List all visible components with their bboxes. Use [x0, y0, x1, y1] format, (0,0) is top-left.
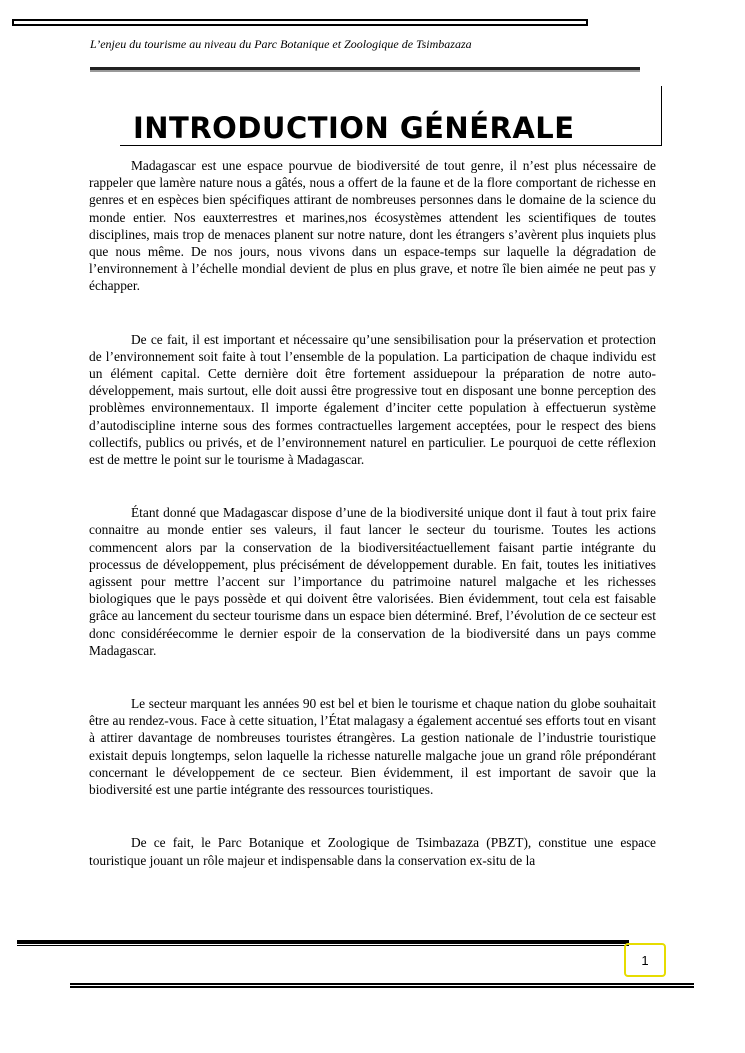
paragraph-4: Le secteur marquant les années 90 est bel et bien le tourisme et chaque nation du globe souhaitait être au rendez-vous. Face à cette situation, l’État malagasy a également accentué ses efforts tout en visant à attirer davantage de nombreuses touristes étrangères. La gestion nationale de l’industrie touristique existait depuis longtemps, selon laquelle la richesse naturelle malgache joue un grand rôle prépondérant concernant le développement de ce secteur. Bien évidemment, il est important de savoir que la biodiversité est une partie intégrante des ressources touristiques.: [89, 696, 656, 798]
paragraph-3: Étant donné que Madagascar dispose d’une de la biodiversité unique dont il faut à tout prix faire connaitre au monde entier ses valeurs, il faut lancer le secteur du tourisme. Toutes les actions commencent alors par la conservation de la biodiversitéactuellement faisant partie intégrante du processus de développement, plus précisément de développement durable. En fait, toutes les initiatives agissent pour mettre l’accent sur l’importance du patrimoine naturel malgache et les richesses biologiques que le pays possède et qui doivent être valorisées. Bien évidemment, tout cela est faisable grâce au lancement du secteur tourisme dans un espace bien déterminé. Bref, l’évolution de ce secteur est donc considéréecomme le dernier espoir de la conservation de la biodiversité dans un pays comme Madagascar.: [89, 505, 656, 658]
body-text: [89, 157, 656, 905]
footer-rule-bottom: [70, 983, 694, 988]
paragraph-1: Madagascar est une espace pourvue de biodiversité de tout genre, il n’est plus nécessaire de rappeler que lamère nature nous a gâtés, nous a offert de la faune et de la flore comportant de richesse en genres et en espèces bien spécifiques attirant de nombreuses personnes dans le domaine de la science du monde entier. Nos eauxterrestres et marines,nos écosystèmes attendent les scientifiques de toutes disciplines, mais trop de menaces planent sur notre nature, dont les étrangers s’avèrent plus inquiets plus que nous même. De nos jours, nous vivons dans un espace-temps sur laquelle la dégradation de l’environnement à l’échelle mondial devient de plus en plus grave, et notre île bien aimée ne peut pas y échapper.: [89, 158, 656, 294]
running-header: L’enjeu du tourisme au niveau du Parc Botanique et Zoologique de Tsimbazaza: [90, 37, 472, 51]
page-title: INTRODUCTION GÉNÉRALE: [133, 111, 575, 145]
paragraph-5: De ce fait, le Parc Botanique et Zoologique de Tsimbazaza (PBZT), constitue une espace touristique jouant un rôle majeur et indispensable dans la conservation ex-situ de la: [89, 835, 656, 868]
page-number: 1: [624, 943, 666, 977]
footer-rule-top-thin: [17, 945, 629, 946]
footer-rule-top: [17, 940, 629, 944]
top-border-frame: [12, 19, 588, 26]
paragraph-2: De ce fait, il est important et nécessaire qu’une sensibilisation pour la préservation et protection de l’environnement soit faite à tout l’ensemble de la population. La participation de chaque individu est un élément capital. Cette dernière doit être fortement assiduepour la préparation de notre auto-développement, mais surtout, elle doit aussi être progressive tout en disposant une bonne perception des problèmes environnementaux. Il importe également d’inciter cette population à effectuerun système d’autodiscipline interne sous des formes contractuelles largement acceptées, pour le respect des biens collectifs, publics ou privés, et de l’environnement naturel en particulier. Le pourquoi de cette réflexion est de mettre le point sur le tourisme à Madagascar.: [89, 331, 656, 468]
header-rule: [90, 67, 640, 70]
